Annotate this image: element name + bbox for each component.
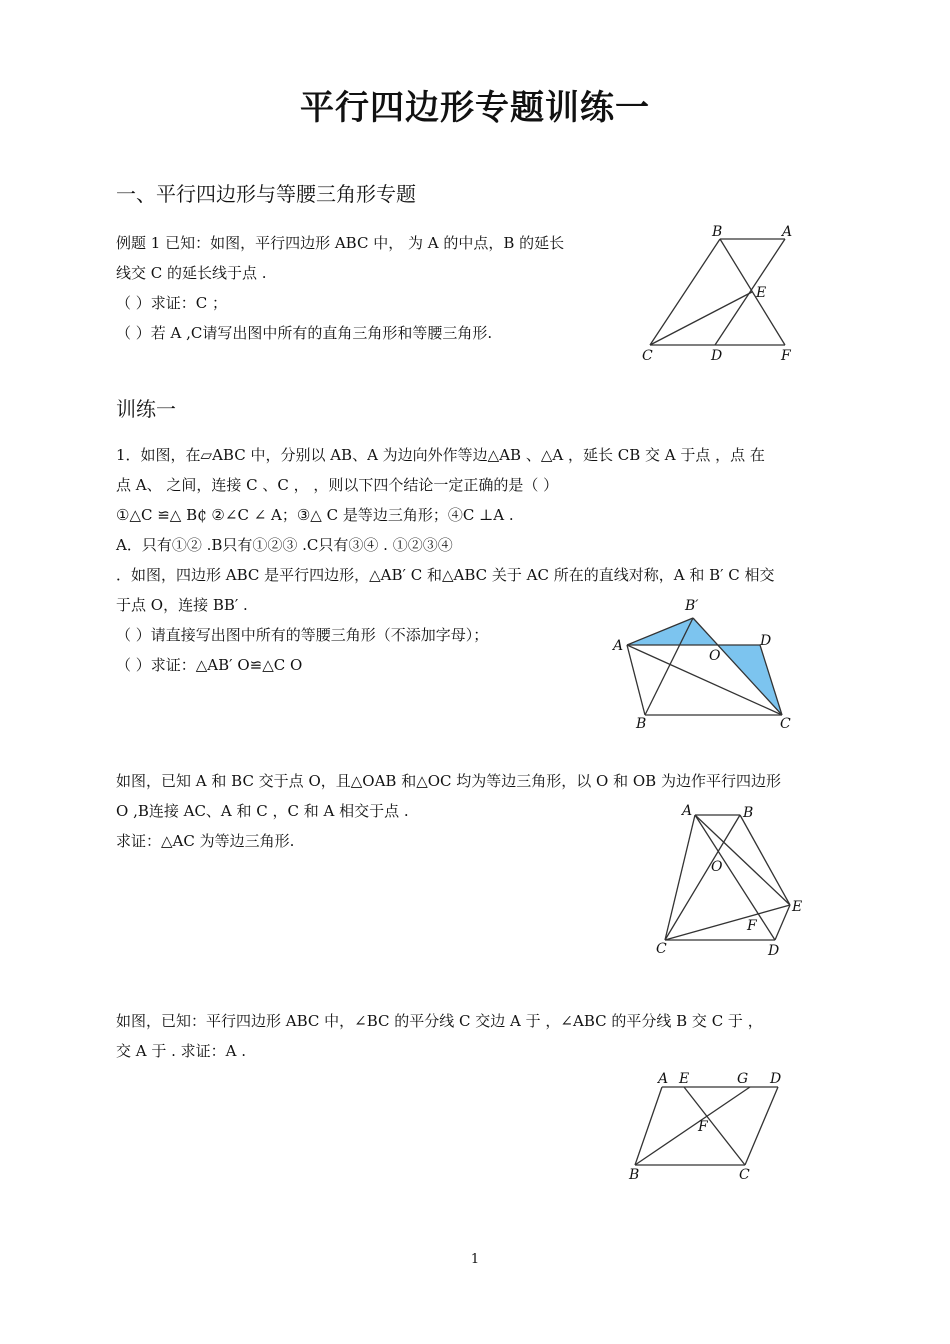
section-heading-1: 一、平行四边形与等腰三角形专题 [116, 182, 416, 206]
figure-3 [650, 795, 815, 965]
fig1-label-e: E [756, 285, 767, 301]
q3-line1: 如图，已知 A 和 BC 交于点 O，且△OAB 和△OC 均为等边三角形，以 O 和 OB 为边作平行四边形 [116, 772, 781, 790]
fig2-label-o: O [709, 648, 721, 664]
example1-line4: （ ）若 A ,C请写出图中所有的直角三角形和等腰三角形. [116, 324, 493, 342]
q2-line3: （ ）请直接写出图中所有的等腰三角形（不添加字母）； [116, 626, 489, 644]
fig2-shaded-triangle-left [627, 618, 717, 645]
fig3-label-b: B [743, 805, 754, 821]
fig1-label-c: C [642, 348, 653, 364]
fig3-label-c: C [656, 941, 667, 957]
q1-line4: A．只有①② .B只有①②③ .C只有③④ . ①②③④ [116, 536, 453, 554]
fig1-label-a: A [782, 224, 793, 240]
q1-line3: ①△C ≌△ B₵ ②∠C ∠ A；③△ C 是等边三角形；④C ⊥A . [116, 506, 514, 524]
q1-line1: 1．如图，在▱ABC 中，分别以 AB、A 为边向外作等边△AB 、△A ，延长 CB 交 A 于点 ，点 在 [116, 446, 765, 464]
page-title: 平行四边形专题训练一 [300, 88, 650, 128]
q3-line2: O ,B连接 AC、A 和 C ，C 和 A 相交于点 . [116, 802, 409, 820]
fig4-label-b: B [629, 1167, 640, 1183]
fig4-label-d: D [770, 1071, 782, 1087]
fig4-label-a: A [658, 1071, 669, 1087]
q2-line1: ．如图，四边形 ABC 是平行四边形，△AB′ C 和△ABC 关于 AC 所在的直线对称，A 和 B′ C 相交 [116, 566, 775, 584]
q4-line2: 交 A 于 . 求证：A . [116, 1042, 247, 1060]
fig2-label-c: C [780, 716, 791, 732]
fig3-label-f: F [747, 918, 757, 934]
fig3-label-o: O [711, 859, 723, 875]
fig3-label-e: E [792, 899, 803, 915]
figure-4 [620, 1065, 800, 1190]
fig4-label-f: F [698, 1119, 708, 1135]
fig2-label-d: D [760, 633, 772, 649]
fig3-label-a: A [682, 803, 693, 819]
fig1-label-b: B [712, 224, 723, 240]
section-heading-2: 训练一 [116, 397, 176, 421]
fig2-label-a: A [613, 638, 624, 654]
page-number: 1 [470, 1252, 480, 1267]
fig1-label-d: D [711, 348, 723, 364]
example1-line2: 线交 C 的延长线于点 . [116, 264, 267, 282]
fig4-label-g: G [737, 1071, 749, 1087]
fig2-label-bprime: B′ [685, 598, 699, 614]
q1-line2: 点 A、 之间，连接 C 、C ， ，则以下四个结论一定正确的是（ ） [116, 476, 559, 494]
fig4-label-e: E [679, 1071, 690, 1087]
figure-2 [605, 590, 815, 735]
q2-line2: 于点 O，连接 BB′ . [116, 596, 248, 614]
fig3-label-d: D [768, 943, 780, 959]
fig1-label-f: F [781, 348, 791, 364]
figure-1 [630, 220, 810, 370]
q4-line1: 如图，已知：平行四边形 ABC 中，∠BC 的平分线 C 交边 A 于 ，∠ABC 的平分线 B 交 C 于 ， [116, 1012, 763, 1030]
fig4-label-c: C [739, 1167, 750, 1183]
q3-line3: 求证：△AC 为等边三角形. [116, 832, 295, 850]
q2-line4: （ ）求证：△AB′ O≌△C O [116, 656, 303, 674]
example1-line3: （ ）求证：C ； [116, 294, 228, 312]
fig2-label-b: B [636, 716, 647, 732]
example1-line1: 例题 1 已知：如图，平行四边形 ABC 中， 为 A 的中点，B 的延长 [116, 234, 565, 252]
